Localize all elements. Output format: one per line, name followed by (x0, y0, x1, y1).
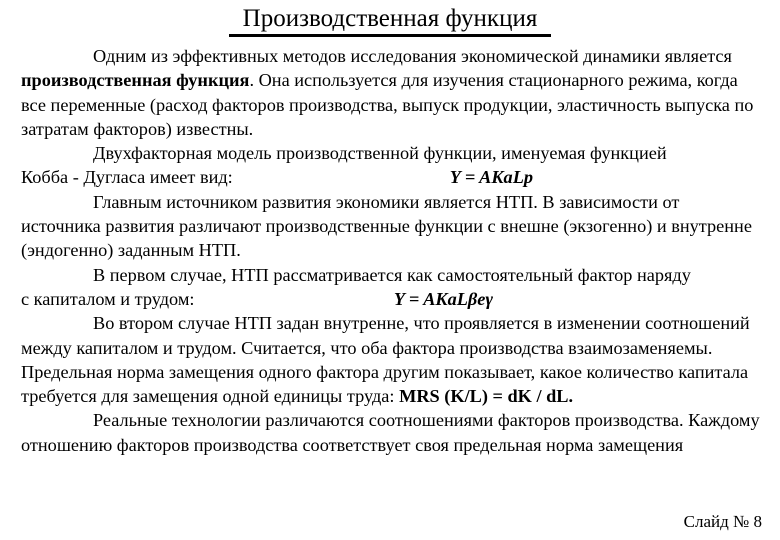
paragraph-ntp-source: Главным источником развития экономики является НТП. В зависимости от источника развития различают производственные функции с внешне (экзогенно) и внутренне (эндогенно) заданным НТП. (21, 191, 752, 261)
slide-number: Слайд № 8 (683, 512, 762, 531)
exogenous-text: с капиталом и трудом: (21, 288, 195, 309)
title-wrap (0, 4, 780, 37)
slide-title: Производственная функция (229, 4, 552, 37)
endogenous-text: Во втором случае НТП задан внутренне, что проявляется в изменении соотношений между капиталом и трудом. Считается, что оба фактора производства взаимозаменяемы. Предельная норма замещения одного фактора другим показывает, какое количество капитала требуется для замещения одной единицы труда: (21, 313, 750, 407)
paragraph-exogenous-line2 (21, 287, 761, 311)
paragraph-cobb-douglas-line2 (21, 165, 761, 189)
slide-body (21, 44, 761, 457)
paragraph-technologies: Реальные технологии различаются соотношениями факторов производства. Каждому отношению факторов производства соответствует своя предельная норма замещения (21, 410, 760, 455)
paragraph-cobb-douglas-line1: Двухфакторная модель производственной функции, именуемая функцией (93, 143, 667, 164)
intro-text-end: . Она используется для изучения стационарного режима, когда все переменные (расход факторов производства, выпуск продукции, эластичность выпуска по затратам факторов) известны. (21, 70, 754, 139)
cobb-douglas-text: Кобба - Дугласа имеет вид: (21, 167, 233, 188)
paragraph-exogenous-line1: В первом случае, НТП рассматривается как самостоятельный фактор наряду (93, 264, 691, 285)
intro-text-start: Одним из эффективных методов исследования экономической динамики является (93, 46, 732, 66)
exogenous-formula: Y = AKaLβeγ (393, 288, 493, 309)
paragraph-intro (21, 44, 761, 141)
mrs-formula: MRS (K/L) = dK / dL. (399, 386, 574, 407)
paragraph-endogenous (21, 311, 761, 408)
intro-bold-term: производственная функция (21, 70, 250, 91)
cobb-douglas-formula: Y = AKaLp (449, 167, 533, 188)
